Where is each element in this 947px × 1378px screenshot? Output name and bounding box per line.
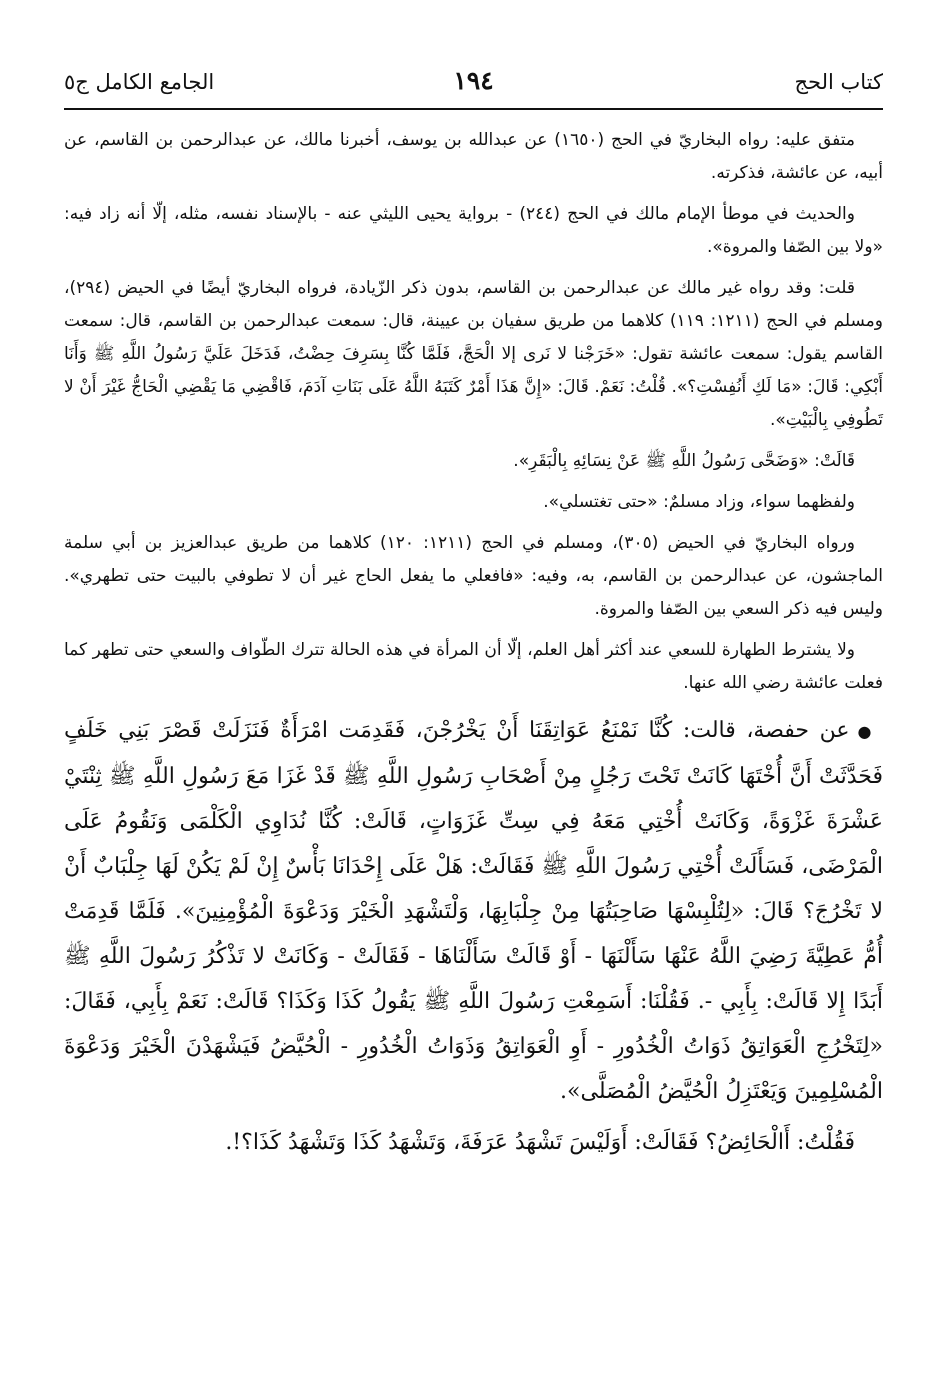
hadith-text — [64, 708, 883, 1114]
commentary-paragraph: متفق عليه: رواه البخاريّ في الحج (١٦٥٠) عن عبدالله بن يوسف، أخبرنا مالك، عن عبدالرحمن بن القاسم، عن أبيه، عن عائشة، فذكرته. — [64, 130, 883, 183]
hadith-continuation: فَقُلْتُ: أَالْحَائِضُ؟ فَقَالَتْ: أَوَلَيْسَ تَشْهَدُ عَرَفَةَ، وَتَشْهَدُ كَذَا وَتَشْهَدُ كَذَا؟!. — [225, 1130, 855, 1155]
bullet-icon: ● — [857, 722, 875, 741]
commentary-paragraph: والحديث في موطأ الإمام مالك في الحج (٢٤٤) - برواية يحيى الليثي عنه - بالإسناد نفسه، مثله، إلّا أنه زاد فيه: «ولا بين الصّفا والمروة». — [64, 204, 883, 257]
commentary-paragraph: قلت: وقد رواه غير مالك عن عبدالرحمن بن القاسم، بدون ذكر الزّيادة، فرواه البخاريّ أيضًا في الحيض (٢٩٤)، ومسلم في الحج (١٢١١: ١١٩) كلاهما من طريق سفيان بن عيينة، قال: سمعت عبدالرحمن بن القاسم، قال: سمعت القاسم يقول: سمعت عائشة تقول: «خَرَجْنا لا نَرى إلا الْحَجَّ، فَلَمَّا كُنَّا بِسَرِفَ حِضْتُ، فَدَخَلَ عَلَيَّ رَسُولُ اللَّهِ ﷺ وَأَنَا أَبْكِي: قَالَ: «مَا لَكِ أَنُفِسْتِ؟». قُلْتُ: نَعَمْ. قَالَ: «إِنَّ هَذَا أَمْرٌ كَتَبَهُ اللَّهُ عَلَى بَنَاتِ آدَمَ، فَاقْضِي مَا يَقْضِي الْحَاجُّ غَيْرَ أَنْ لا تَطُوفِي بِالْبَيْتِ». — [64, 278, 883, 430]
commentary-paragraph: ولفظهما سواء، وزاد مسلمٌ: «حتى تغتسلي». — [543, 492, 855, 512]
header-rule — [64, 108, 883, 110]
page-number: ١٩٤ — [453, 66, 494, 95]
section-title: كتاب الحج — [794, 70, 883, 94]
commentary-paragraph: ورواه البخاريّ في الحيض (٣٠٥)، ومسلم في الحج (١٢١١: ١٢٠) كلاهما من طريق عبدالعزيز بن أبي سلمة الماجشون، عن عبدالرحمن بن القاسم، به، وفيه: «فافعلي ما يفعل الحاج غير أن لا تطوفي بالبيت حتى تطهري». وليس فيه ذكر السعي بين الصّفا والمروة. — [64, 533, 883, 619]
commentary-paragraph: قَالَتْ: «وَضَحَّى رَسُولُ اللَّهِ ﷺ عَنْ نِسَائِهِ بِالْبَقَرِ». — [513, 451, 855, 471]
page-content — [64, 124, 883, 1169]
commentary-paragraph: ولا يشترط الطهارة للسعي عند أكثر أهل العلم، إلّا أن المرأة في هذه الحالة تترك الطّواف والسعي حتى تطهر كما فعلت عائشة رضي الله عنها. — [64, 640, 883, 693]
page-header — [64, 56, 883, 106]
book-title: الجامع الكامل ج٥ — [64, 70, 215, 94]
hadith-body: عن حفصة، قالت: كُنَّا نَمْنَعُ عَوَاتِقَنَا أَنْ يَخْرُجْنَ، فَقَدِمَت امْرَأَةٌ فَنَزَلَتْ قَصْرَ بَنِي خَلَفٍ فَحَدَّثَتْ أَنَّ أُخْتَهَا كَانَتْ تَحْتَ رَجُلٍ مِنْ أَصْحَابِ رَسُولِ اللَّهِ ﷺ قَدْ غَزَا مَعَ رَسُولِ اللَّهِ ﷺ ثِنْتَيْ عَشْرَةَ غَزْوَةً، وَكَانَتْ أُخْتِي مَعَهُ فِي سِتِّ غَزَوَاتٍ، قَالَتْ: كُنَّا نُدَاوِي الْكَلْمَى وَنَقُومُ عَلَى الْمَرْضَى، فَسَأَلَتْ أُخْتِي رَسُولَ اللَّهِ ﷺ فَقَالَتْ: هَلْ عَلَى إِحْدَانَا بَأْسٌ إِنْ لَمْ يَكُنْ لَهَا جِلْبَابٌ أَنْ لا تَخْرُجَ؟ قَالَ: «لِتُلْبِسْهَا صَاحِبَتُهَا مِنْ جِلْبَابِهَا، وَلْتَشْهَدِ الْخَيْرَ وَدَعْوَةَ الْمُؤْمِنِينَ». فَلَمَّا قَدِمَتْ أُمُّ عَطِيَّةَ رَضِيَ اللَّهُ عَنْهَا سَأَلْنَهَا - أَوْ قَالَتْ سَأَلْنَاهَا - فَقَالَتْ - وَكَانَتْ لا تَذْكُرُ رَسُولَ اللَّهِ ﷺ أَبَدًا إِلا قَالَتْ: بِأَبِي -. فَقُلْنَا: أَسَمِعْتِ رَسُولَ اللَّهِ ﷺ يَقُولُ كَذَا وَكَذَا؟ قَالَتْ: نَعَمْ بِأَبِي، فَقَالَ: «لِتَخْرُجِ الْعَوَاتِقُ ذَوَاتُ الْخُدُورِ - أَوِ الْعَوَاتِقُ وَذَوَاتُ الْخُدُورِ - الْحُيَّضُ فَيَشْهَدْنَ الْخَيْرَ وَدَعْوَةَ الْمُسْلِمِينَ وَيَعْتَزِلُ الْحُيَّضُ الْمُصَلَّى». — [64, 718, 883, 1104]
